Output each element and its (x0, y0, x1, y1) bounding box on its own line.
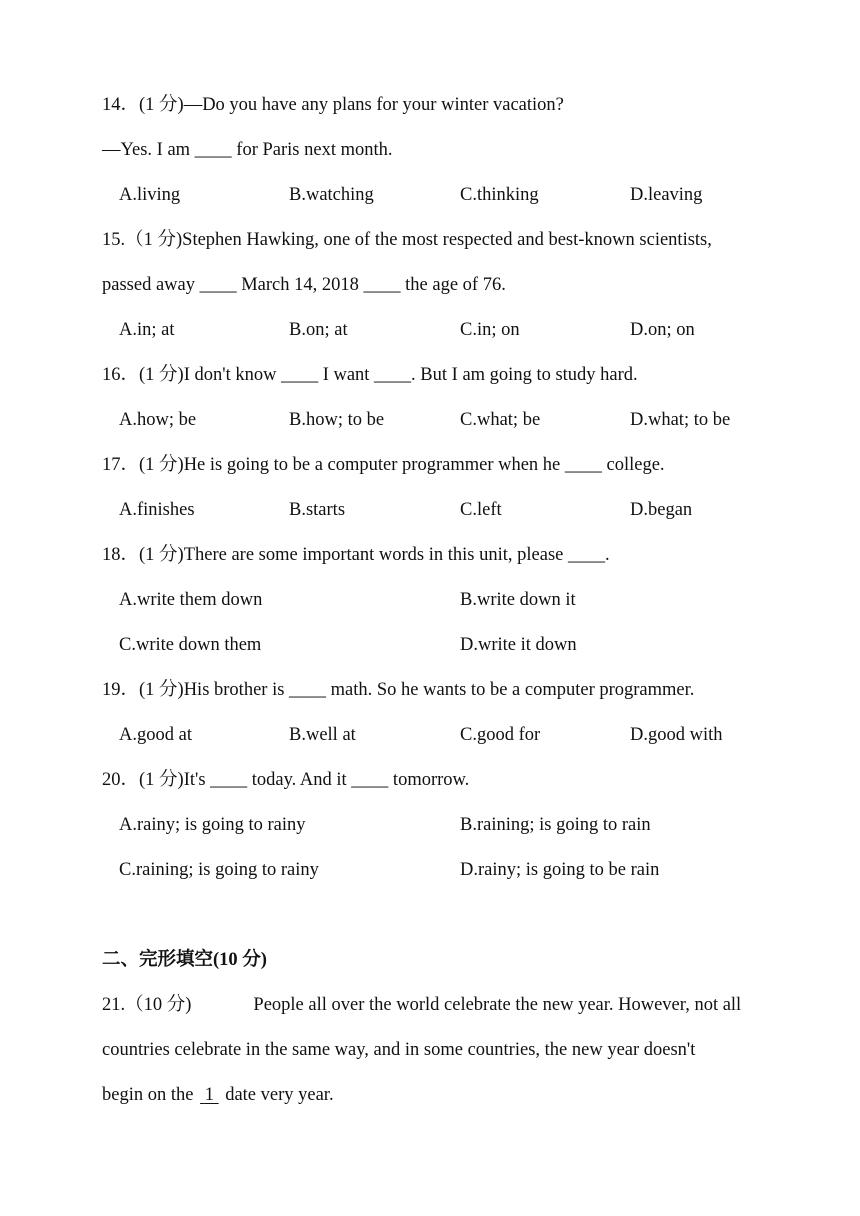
passage-line-1: People all over the world celebrate the new year. However, not all (253, 995, 742, 1015)
question-14-stem: 14．(1 分)—Do you have any plans for your winter vacation? (102, 95, 564, 115)
question-15-stem-line2: passed away ____ March 14, 2018 ____ the age of 76. (102, 275, 506, 295)
option-b: B.write down it (460, 590, 576, 610)
option-a: A.finishes (119, 500, 195, 520)
option-b: B.starts (289, 500, 346, 520)
question-16-stem: 16．(1 分)I don't know ____ I want ____. But I am going to study hard. (102, 365, 638, 385)
option-a: A.write them down (119, 590, 263, 610)
option-d: D.good with (630, 725, 723, 745)
option-c: C.good for (460, 725, 541, 745)
option-d: D.began (630, 500, 693, 520)
question-15-stem: 15.（1 分)Stephen Hawking, one of the most respected and best-known scientists, (102, 230, 712, 250)
option-a: A.good at (119, 725, 192, 745)
option-d: D.rainy; is going to be rain (460, 860, 660, 880)
section-title: 二、完形填空(10 分) (102, 950, 267, 970)
option-b: B.on; at (289, 320, 348, 340)
option-b: B.raining; is going to rain (460, 815, 651, 835)
option-d: D.on; on (630, 320, 695, 340)
option-b: B.watching (289, 185, 374, 205)
blank-1 (198, 1085, 221, 1105)
option-c: C.thinking (460, 185, 539, 205)
option-a: A.in; at (119, 320, 175, 340)
option-d: D.what; to be (630, 410, 731, 430)
option-b: B.well at (289, 725, 356, 745)
option-d: D.leaving (630, 185, 703, 205)
question-19-stem: 19．(1 分)His brother is ____ math. So he wants to be a computer programmer. (102, 680, 695, 700)
option-a: A.rainy; is going to rainy (119, 815, 306, 835)
option-a: A.how; be (119, 410, 197, 430)
option-c: C.write down them (119, 635, 262, 655)
passage-line-3-before: begin on the (102, 1085, 194, 1105)
passage-line-2: countries celebrate in the same way, and in some countries, the new year doesn't (102, 1040, 696, 1060)
question-21-prefix: 21.（10 分) (102, 995, 192, 1015)
question-17-stem: 17．(1 分)He is going to be a computer programmer when he ____ college. (102, 455, 665, 475)
option-c: C.in; on (460, 320, 520, 340)
question-14-stem-line2: —Yes. I am ____ for Paris next month. (102, 140, 393, 160)
option-c: C.left (460, 500, 502, 520)
passage-line-3-after: date very year. (225, 1085, 334, 1105)
question-21-stem (102, 993, 741, 1017)
question-20-stem: 20．(1 分)It's ____ today. And it ____ tomorrow. (102, 770, 470, 790)
blank-number: 1 (204, 1085, 214, 1105)
question-18-stem: 18．(1 分)There are some important words in this unit, please ____. (102, 545, 610, 565)
option-b: B.how; to be (289, 410, 385, 430)
option-c: C.what; be (460, 410, 541, 430)
option-a: A.living (119, 185, 181, 205)
option-d: D.write it down (460, 635, 577, 655)
passage-line-3 (102, 1083, 334, 1107)
option-c: C.raining; is going to rainy (119, 860, 319, 880)
